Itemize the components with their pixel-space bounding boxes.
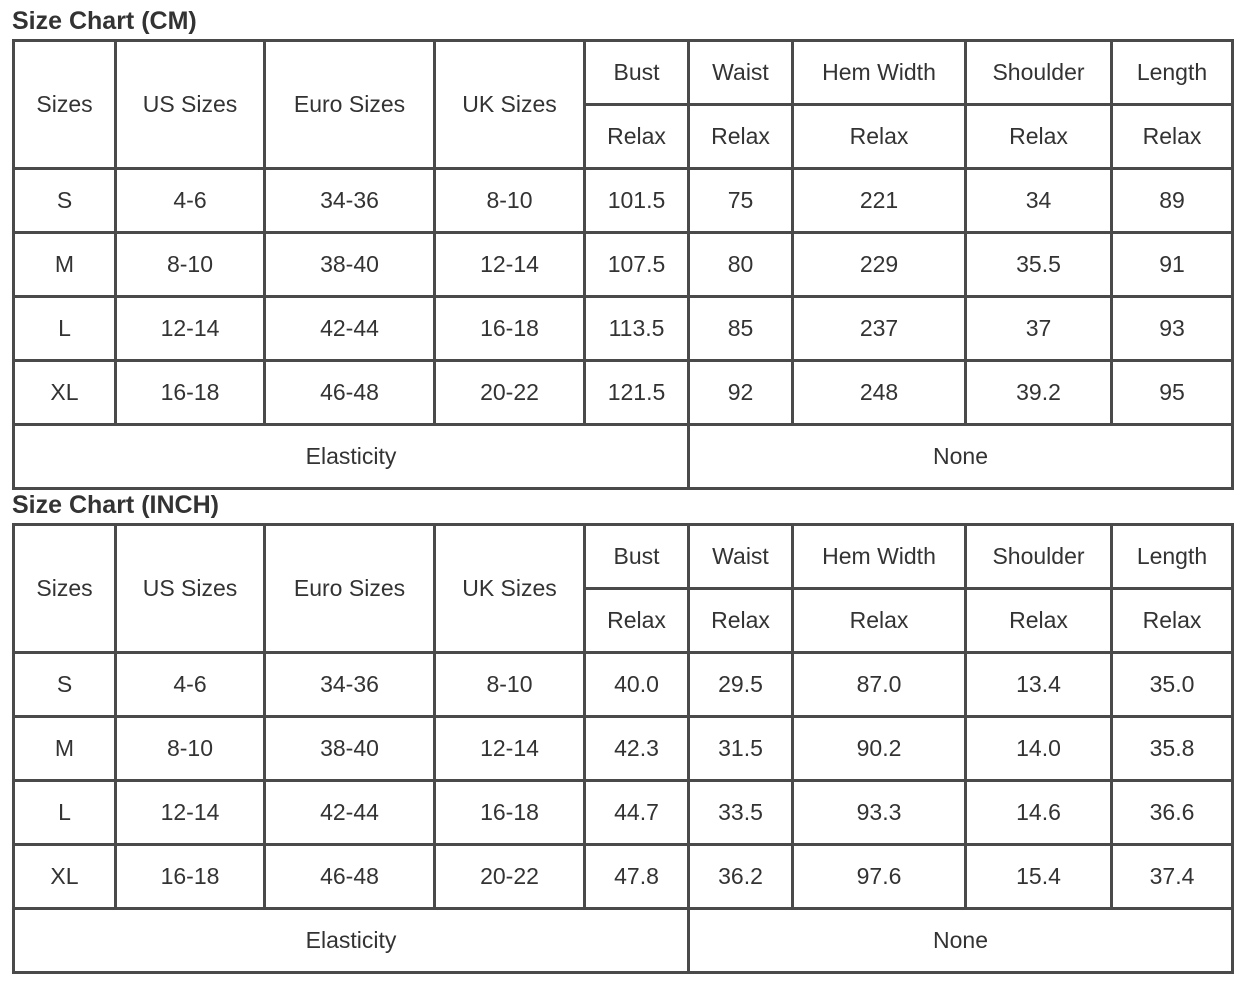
elasticity-row: [14, 909, 1233, 973]
table-row: [14, 845, 1233, 909]
header-us-sizes: US Sizes: [116, 525, 265, 653]
cell-bust: 107.5: [585, 233, 689, 297]
cell-euro: 42-44: [265, 297, 435, 361]
cell-size: M: [14, 233, 116, 297]
table-row: [14, 297, 1233, 361]
cell-size: S: [14, 653, 116, 717]
cell-uk: 20-22: [435, 361, 585, 425]
elasticity-value: None: [689, 425, 1233, 489]
cell-us: 4-6: [116, 169, 265, 233]
elasticity-value: None: [689, 909, 1233, 973]
cell-length: 89: [1112, 169, 1233, 233]
cell-shoulder: 14.0: [966, 717, 1112, 781]
elasticity-label: Elasticity: [14, 909, 689, 973]
fit-bust: Relax: [585, 105, 689, 169]
cell-uk: 12-14: [435, 717, 585, 781]
cell-us: 16-18: [116, 361, 265, 425]
header-shoulder: Shoulder: [966, 525, 1112, 589]
cell-shoulder: 34: [966, 169, 1112, 233]
table-row: [14, 653, 1233, 717]
cell-length: 93: [1112, 297, 1233, 361]
cell-length: 37.4: [1112, 845, 1233, 909]
fit-length: Relax: [1112, 105, 1233, 169]
cell-hem: 237: [793, 297, 966, 361]
cell-hem: 93.3: [793, 781, 966, 845]
cell-us: 4-6: [116, 653, 265, 717]
cell-uk: 8-10: [435, 653, 585, 717]
cell-shoulder: 14.6: [966, 781, 1112, 845]
cell-hem: 90.2: [793, 717, 966, 781]
header-row: [14, 525, 1233, 589]
fit-waist: Relax: [689, 589, 793, 653]
cell-shoulder: 13.4: [966, 653, 1112, 717]
cell-us: 8-10: [116, 233, 265, 297]
cell-bust: 42.3: [585, 717, 689, 781]
fit-hem-width: Relax: [793, 105, 966, 169]
cell-shoulder: 37: [966, 297, 1112, 361]
cell-waist: 36.2: [689, 845, 793, 909]
cell-length: 35.8: [1112, 717, 1233, 781]
cell-us: 8-10: [116, 717, 265, 781]
header-us-sizes: US Sizes: [116, 41, 265, 169]
header-waist: Waist: [689, 41, 793, 105]
cell-waist: 75: [689, 169, 793, 233]
cell-us: 12-14: [116, 297, 265, 361]
cell-shoulder: 15.4: [966, 845, 1112, 909]
cell-waist: 80: [689, 233, 793, 297]
cell-us: 16-18: [116, 845, 265, 909]
cell-bust: 121.5: [585, 361, 689, 425]
cell-euro: 38-40: [265, 233, 435, 297]
fit-waist: Relax: [689, 105, 793, 169]
header-row: [14, 41, 1233, 105]
elasticity-label: Elasticity: [14, 425, 689, 489]
header-bust: Bust: [585, 525, 689, 589]
size-chart-cm-table: [12, 39, 1234, 490]
cell-size: XL: [14, 845, 116, 909]
cell-uk: 20-22: [435, 845, 585, 909]
cell-waist: 29.5: [689, 653, 793, 717]
header-length: Length: [1112, 41, 1233, 105]
cell-length: 91: [1112, 233, 1233, 297]
cell-size: XL: [14, 361, 116, 425]
fit-length: Relax: [1112, 589, 1233, 653]
table-row: [14, 169, 1233, 233]
cell-size: L: [14, 297, 116, 361]
fit-shoulder: Relax: [966, 105, 1112, 169]
table-row: [14, 781, 1233, 845]
cell-hem: 87.0: [793, 653, 966, 717]
cell-euro: 34-36: [265, 169, 435, 233]
table-row: [14, 361, 1233, 425]
size-chart-inch-title: Size Chart (INCH): [12, 491, 219, 519]
cell-us: 12-14: [116, 781, 265, 845]
cell-shoulder: 35.5: [966, 233, 1112, 297]
cell-uk: 8-10: [435, 169, 585, 233]
cell-waist: 31.5: [689, 717, 793, 781]
header-euro-sizes: Euro Sizes: [265, 525, 435, 653]
cell-bust: 47.8: [585, 845, 689, 909]
cell-hem: 221: [793, 169, 966, 233]
cell-bust: 113.5: [585, 297, 689, 361]
fit-shoulder: Relax: [966, 589, 1112, 653]
fit-bust: Relax: [585, 589, 689, 653]
size-chart-inch-table: [12, 523, 1234, 974]
header-waist: Waist: [689, 525, 793, 589]
header-uk-sizes: UK Sizes: [435, 525, 585, 653]
table-row: [14, 717, 1233, 781]
fit-hem-width: Relax: [793, 589, 966, 653]
cell-hem: 97.6: [793, 845, 966, 909]
header-bust: Bust: [585, 41, 689, 105]
header-euro-sizes: Euro Sizes: [265, 41, 435, 169]
header-sizes: Sizes: [14, 41, 116, 169]
header-shoulder: Shoulder: [966, 41, 1112, 105]
cell-size: M: [14, 717, 116, 781]
header-hem-width: Hem Width: [793, 525, 966, 589]
cell-shoulder: 39.2: [966, 361, 1112, 425]
header-uk-sizes: UK Sizes: [435, 41, 585, 169]
cell-euro: 34-36: [265, 653, 435, 717]
cell-uk: 16-18: [435, 297, 585, 361]
header-sizes: Sizes: [14, 525, 116, 653]
cell-length: 95: [1112, 361, 1233, 425]
cell-hem: 229: [793, 233, 966, 297]
elasticity-row: [14, 425, 1233, 489]
cell-bust: 44.7: [585, 781, 689, 845]
header-hem-width: Hem Width: [793, 41, 966, 105]
cell-euro: 46-48: [265, 361, 435, 425]
cell-euro: 46-48: [265, 845, 435, 909]
cell-uk: 16-18: [435, 781, 585, 845]
cell-uk: 12-14: [435, 233, 585, 297]
size-chart-cm-title: Size Chart (CM): [12, 7, 197, 35]
cell-size: L: [14, 781, 116, 845]
cell-euro: 38-40: [265, 717, 435, 781]
table-row: [14, 233, 1233, 297]
cell-bust: 40.0: [585, 653, 689, 717]
cell-waist: 33.5: [689, 781, 793, 845]
cell-waist: 92: [689, 361, 793, 425]
cell-hem: 248: [793, 361, 966, 425]
cell-size: S: [14, 169, 116, 233]
header-length: Length: [1112, 525, 1233, 589]
cell-euro: 42-44: [265, 781, 435, 845]
cell-length: 35.0: [1112, 653, 1233, 717]
cell-bust: 101.5: [585, 169, 689, 233]
cell-waist: 85: [689, 297, 793, 361]
cell-length: 36.6: [1112, 781, 1233, 845]
